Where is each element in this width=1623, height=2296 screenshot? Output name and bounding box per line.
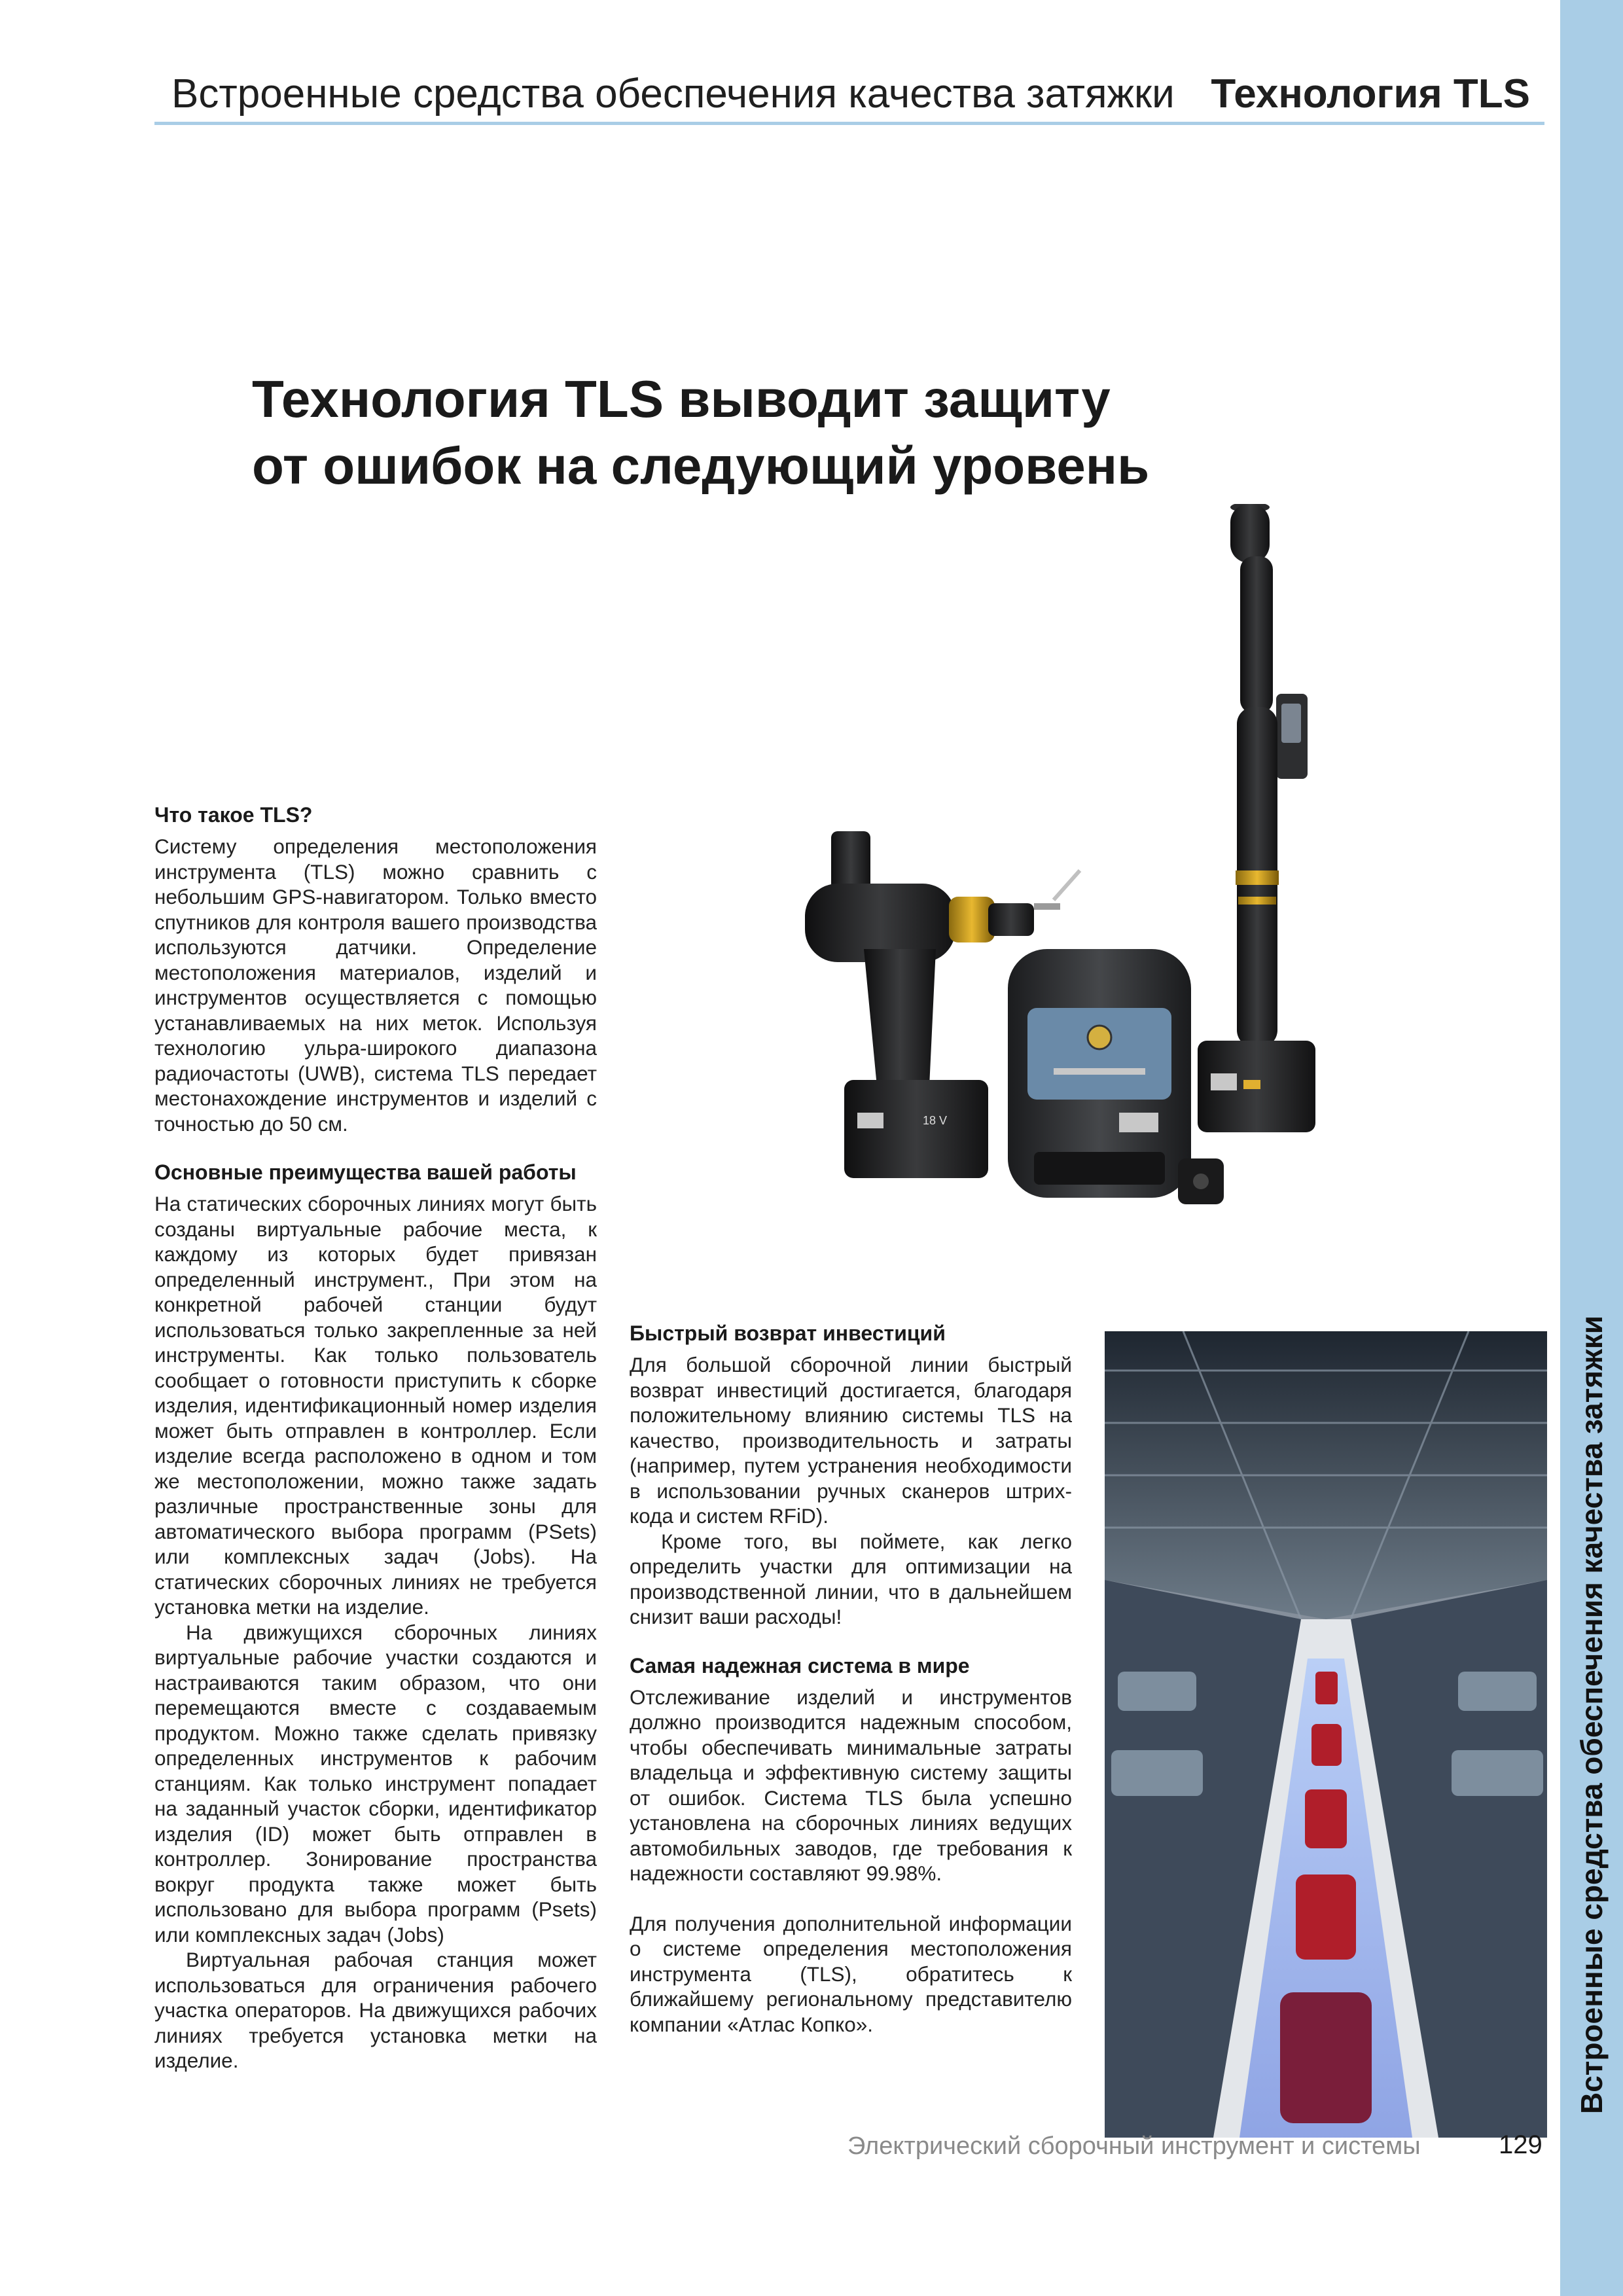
heading-what-is-tls: Что такое TLS? bbox=[154, 803, 313, 827]
heading-roi: Быстрый возврат инвестиций bbox=[630, 1321, 946, 1345]
paragraph-what-is-tls: Систему определения местоположения инструмента (TLS) можно сравнить с небольшим GPS-навигатором. Только вместо спутников для контроля вашего производства используются датчики. Определение местоположения материалов, изделий и инструментов осуществляется с помощью устанавливаемых на них меток. Используя технологию ульра-широкого диапазона радиочастоты (UWB), система TLS передает местонахождение инструментов и изделий с точностью до 50 см. bbox=[154, 834, 597, 1136]
paragraph-benefits-3: Виртуальная рабочая станция может использоваться для ограничения рабочего участка операторов. На движущихся рабочих линиях требуется установка метки на изделие. bbox=[154, 1948, 597, 2072]
paragraph-roi-2: Кроме того, вы поймете, как легко определить участки для оптимизации на производственной линии, что в дальнейшем снизит ваши расходы! bbox=[630, 1529, 1072, 1628]
page-title-line-1: Технология TLS выводит защиту bbox=[252, 369, 1111, 428]
factory-photo bbox=[1105, 1331, 1547, 2138]
paragraph-reliable-1: Отслеживание изделий и инструментов должно производится надежным способом, чтобы обеспечивать минимальные затраты владельца и эффективную систему защиты от ошибок. Система TLS была успешно установлена на сборочных линиях ведущих автомобильных заводов, где требования к надежности составляют 99.98%. bbox=[630, 1685, 1072, 1885]
paragraph-roi-1: Для большой сборочной линии быстрый возврат инвестиций достигается, благодаря положительному влиянию системы TLS на качество, производительность и затраты (например, путем устранения необходимости в использовании ручных сканеров штрих-кода и систем RFiD). bbox=[630, 1353, 1072, 1528]
page-number: 129 bbox=[1499, 2130, 1543, 2159]
paragraph-contact: Для получения дополнительной информации о системе определения местоположения инструмента (TLS), обратитесь к ближайшему региональному представителю компании «Атлас Копко». bbox=[630, 1911, 1072, 2036]
middle-column bbox=[630, 1321, 1072, 2037]
footer-catalog-title: Электрический сборочный инструмент и системы bbox=[847, 2132, 1421, 2160]
paragraph-benefits-1: На статических сборочных линиях могут быть созданы виртуальные рабочие места, к каждому из которых будет привязан определенный инструмент., При этом на конкретной рабочей станции будут использоваться только закрепленные за ней инструменты. Как только пользователь сообщает о готовности приступить к сборке изделия, идентификационный номер изделия может быть отправлен в контроллер. Если изделие всегда расположено в одном и том же местоположении, можно также задать различные пространственные зоны для автоматического выбора программ (PSets) или комплексных задач (Jobs). На статических сборочных линиях не требуется установка метки на изделие. bbox=[154, 1192, 597, 1619]
paragraph-benefits-2: На движущихся сборочных линиях виртуальные рабочие участки создаются и настраиваются таким образом, что они перемещаются вместе с создаваемым продуктом. Можно также сделать привязку определенных инструментов к рабочим станциям. Как только инструмент попадает на заданный участок сборки, идентификатор изделия (ID) может быть отправлен в контроллер. Зонирование пространства вокруг продукта также может быть использовано для выбора программ (Psets) или комплексных задач (Jobs) bbox=[154, 1620, 597, 1946]
heading-reliable: Самая надежная система в мире bbox=[630, 1653, 970, 1677]
page-title bbox=[252, 366, 1234, 499]
header-section-title: Встроенные средства обеспечения качества затяжки bbox=[171, 71, 1175, 117]
header-topic-title: Технология TLS bbox=[1211, 71, 1530, 117]
side-tab-label: Встроенные средства обеспечения качества затяжки bbox=[1575, 1315, 1609, 2115]
page-title-line-2: от ошибок на следующий уровень bbox=[252, 436, 1150, 495]
heading-benefits: Основные преимущества вашей работы bbox=[154, 1160, 577, 1184]
angle-nutrunner bbox=[1198, 504, 1315, 1132]
product-photo bbox=[792, 504, 1355, 1224]
tls-controller bbox=[1008, 949, 1224, 1204]
battery-voltage-label: 18 V bbox=[923, 1114, 948, 1127]
header-divider bbox=[154, 122, 1544, 125]
left-column bbox=[154, 802, 597, 2073]
